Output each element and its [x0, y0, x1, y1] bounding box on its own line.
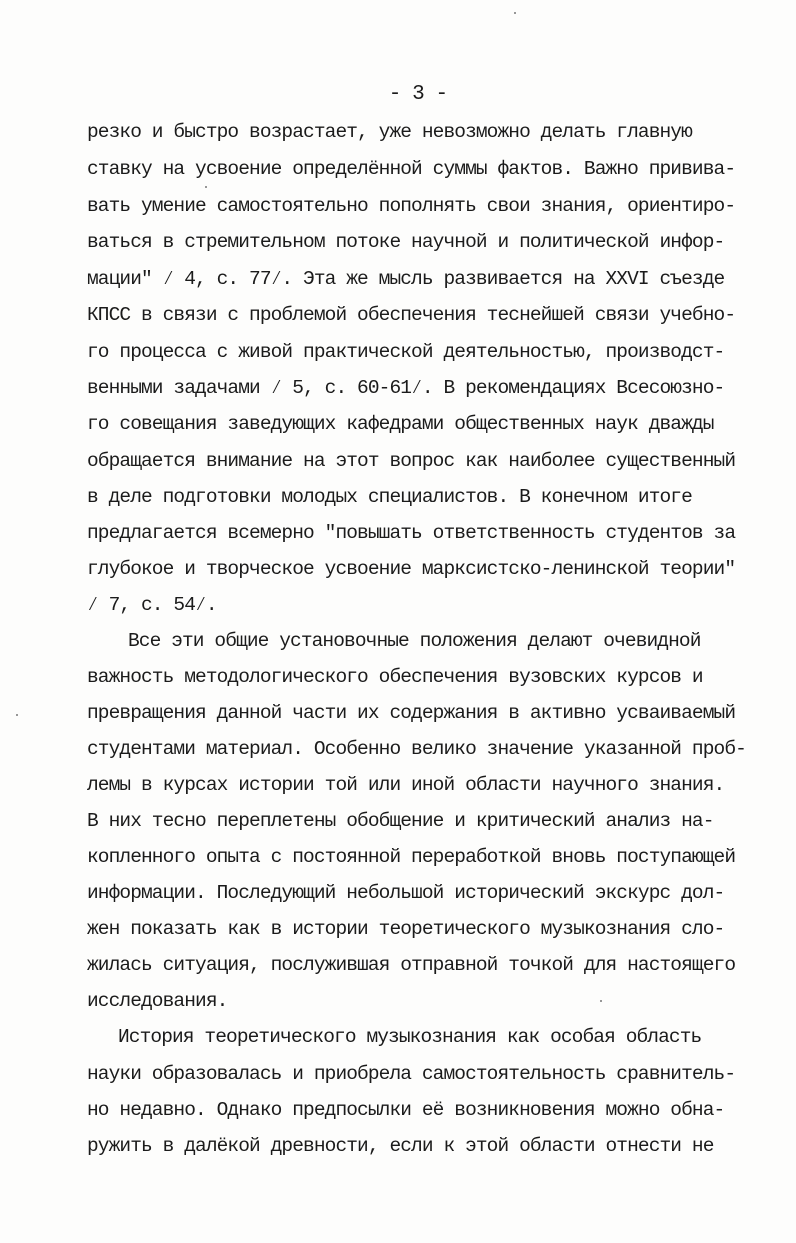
- paragraph-2-line: жилась ситуация, послужившая отправной точкой для настоящего: [87, 954, 736, 976]
- paragraph-1-line: ваться в стремительном потоке научной и политической инфор-: [87, 231, 725, 253]
- paragraph-1-line: венными задачами ⁄ 5, с. 60-61⁄. В рекомендациях Всесоюзно-: [87, 377, 725, 399]
- paragraph-2-line: жен показать как в истории теоретического музыкознания сло-: [87, 918, 725, 940]
- paragraph-2-line: важность методологического обеспечения вузовских курсов и: [87, 666, 703, 688]
- scan-speck: [600, 1000, 602, 1002]
- page-number: - 3 -: [388, 83, 448, 106]
- paragraph-3-line: ружить в далёкой древности, если к этой области отнести не: [87, 1135, 714, 1157]
- paragraph-1-line: резко и быстро возрастает, уже невозможно делать главную: [87, 121, 692, 143]
- paragraph-1-line: ⁄ 7, с. 54⁄.: [87, 594, 217, 616]
- paragraph-1-line: мации" ⁄ 4, с. 77⁄. Эта же мысль развивается на XXVI съезде: [87, 268, 725, 290]
- paragraph-1-line: предлагается всемерно "повышать ответственность студентов за: [87, 522, 736, 544]
- paragraph-3-line: науки образовалась и приобрела самостоятельность сравнитель-: [87, 1063, 736, 1085]
- paragraph-2-line: исследования.: [87, 990, 228, 1012]
- paragraph-1-line: ставку на усвоение определённой суммы фактов. Важно привива-: [87, 158, 736, 180]
- paragraph-2-line: студентами материал. Особенно велико значение указанной проб-: [87, 738, 746, 760]
- paragraph-2-line: В них тесно переплетены обобщение и критический анализ на-: [87, 810, 714, 832]
- paragraph-2-line: Все эти общие установочные положения делают очевидной: [128, 630, 701, 652]
- scan-speck: [514, 12, 516, 14]
- scan-speck: [205, 186, 207, 188]
- paragraph-1-line: глубокое и творческое усвоение марксистско-ленинской теории": [87, 558, 736, 580]
- scan-speck: [16, 714, 18, 716]
- paragraph-1-line: КПСС в связи с проблемой обеспечения теснейшей связи учебно-: [87, 304, 736, 326]
- paragraph-1-line: го совещания заведующих кафедрами общественных наук дважды: [87, 413, 714, 435]
- paragraph-2-line: превращения данной части их содержания в активно усваиваемый: [87, 702, 736, 724]
- paragraph-2-line: лемы в курсах истории той или иной области научного знания.: [87, 774, 725, 796]
- paragraph-3-line: но недавно. Однако предпосылки её возникновения можно обна-: [87, 1099, 725, 1121]
- paragraph-1-line: го процесса с живой практической деятельностью, производст-: [87, 341, 725, 363]
- paragraph-1-line: вать умение самостоятельно пополнять свои знания, ориентиро-: [87, 195, 736, 217]
- paragraph-2-line: копленного опыта с постоянной переработкой вновь поступающей: [87, 846, 736, 868]
- paragraph-1-line: обращается внимание на этот вопрос как наиболее существенный: [87, 450, 736, 472]
- paragraph-2-line: информации. Последующий небольшой исторический экскурс дол-: [87, 882, 725, 904]
- paragraph-3-line: История теоретического музыкознания как особая область: [118, 1026, 702, 1048]
- paragraph-1-line: в деле подготовки молодых специалистов. В конечном итоге: [87, 486, 692, 508]
